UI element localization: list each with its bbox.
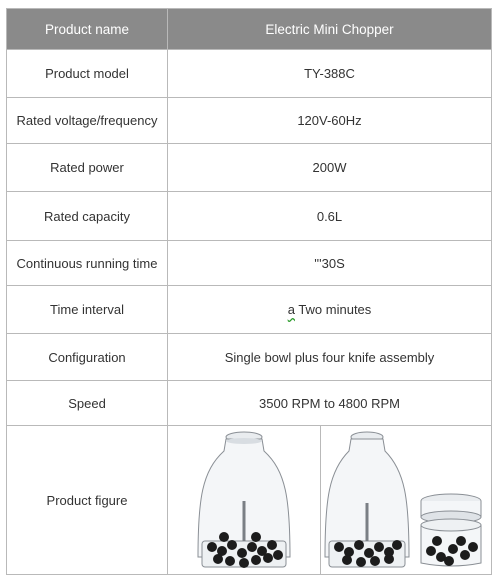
table-row [7, 144, 492, 192]
table-row [7, 192, 492, 241]
row-value: Single bowl plus four knife assembly [168, 334, 492, 381]
figure-label: Product figure [7, 426, 168, 575]
header-row [7, 9, 492, 50]
row-label: Rated voltage/frequency [7, 98, 168, 144]
chopper-with-bowl-icon [320, 426, 491, 574]
header-value: Electric Mini Chopper [168, 9, 492, 50]
row-label: Time interval [7, 286, 168, 334]
row-value [168, 286, 492, 334]
value-prefix: a [287, 302, 295, 317]
row-label: Product model [7, 50, 168, 98]
row-value: TY-388C [168, 50, 492, 98]
chopper-closed-icon [168, 426, 320, 574]
table-row [7, 381, 492, 426]
value-text: Two minutes [298, 302, 372, 317]
table-row [7, 334, 492, 381]
header-label: Product name [7, 9, 168, 50]
spec-table [6, 8, 492, 575]
row-value: 120V-60Hz [168, 98, 492, 144]
row-label: Rated power [7, 144, 168, 192]
figure-cell [168, 426, 492, 575]
table-row [7, 241, 492, 286]
row-value: 0.6L [168, 192, 492, 241]
table-row [7, 50, 492, 98]
row-label: Configuration [7, 334, 168, 381]
table-row [7, 98, 492, 144]
row-value: 3500 RPM to 4800 RPM [168, 381, 492, 426]
row-label: Continuous running time [7, 241, 168, 286]
row-label: Rated capacity [7, 192, 168, 241]
row-value: 200W [168, 144, 492, 192]
row-label: Speed [7, 381, 168, 426]
row-value: '''30S [168, 241, 492, 286]
table-row [7, 286, 492, 334]
figure-row [7, 426, 492, 575]
